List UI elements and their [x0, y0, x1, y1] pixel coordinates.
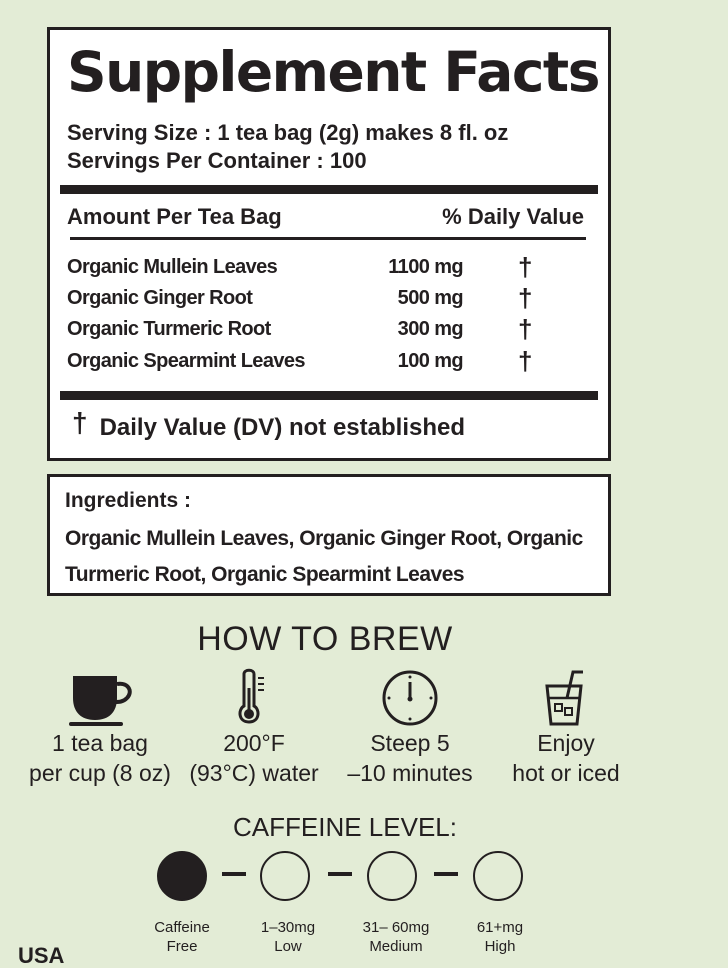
nutrient-daily-value: † — [518, 314, 532, 344]
caffeine-level-indicator-filled — [157, 851, 207, 901]
caffeine-level-label-line1: 31– 60mg — [362, 919, 430, 936]
brew-step-line: –10 minutes — [347, 760, 473, 786]
brew-step-line: hot or iced — [512, 760, 620, 786]
serving-size: Serving Size : 1 tea bag (2g) makes 8 fl. oz — [67, 120, 509, 145]
supplement-facts-panel — [47, 27, 611, 461]
caffeine-level-label-line2: Medium — [369, 938, 423, 955]
nutrient-amount: 100 mg — [397, 350, 463, 372]
daily-value-header: % Daily Value — [442, 204, 584, 229]
caffeine-level-indicator — [473, 851, 523, 901]
caffeine-level-label — [238, 918, 338, 956]
caffeine-level-indicator — [367, 851, 417, 901]
nutrient-amount: 500 mg — [397, 287, 463, 309]
how-to-brew-title: HOW TO BREW — [197, 620, 453, 658]
cut-off-text: USA — [18, 943, 65, 968]
brew-step — [20, 668, 180, 788]
brew-step-line: 200°F — [223, 730, 285, 756]
caffeine-level-label-line2: Low — [274, 938, 302, 955]
level-connector-dash — [434, 872, 458, 876]
nutrient-amount: 1100 mg — [388, 256, 463, 278]
caffeine-level-label-line1: 61+mg — [476, 919, 524, 936]
caffeine-level-label-line1: 1–30mg — [260, 919, 316, 936]
brew-step — [174, 668, 334, 788]
nutrient-daily-value: † — [518, 346, 532, 376]
nutrient-name: Organic Mullein Leaves — [67, 256, 278, 278]
thin-divider — [70, 237, 586, 240]
amount-per-tea-bag-header: Amount Per Tea Bag — [67, 204, 282, 229]
caffeine-level-label-line2: High — [484, 938, 516, 955]
ingredients-text: Organic Mullein Leaves, Organic Ginger Root, Organic Turmeric Root, Organic Spearmint Leaves — [65, 527, 583, 586]
level-connector-dash — [328, 872, 352, 876]
level-connector-dash — [222, 872, 246, 876]
nutrient-name: Organic Turmeric Root — [67, 318, 271, 340]
servings-per-container: Servings Per Container : 100 — [67, 148, 367, 173]
ingredients-panel — [47, 474, 611, 596]
brew-step — [330, 668, 490, 788]
nutrient-row — [50, 314, 608, 349]
brew-step-line: 1 tea bag — [52, 730, 148, 756]
caffeine-level-title: CAFFEINE LEVEL: — [233, 812, 457, 842]
nutrient-name: Organic Spearmint Leaves — [67, 350, 305, 372]
brew-step — [486, 668, 646, 788]
nutrient-daily-value: † — [518, 283, 532, 313]
nutrient-daily-value: † — [518, 252, 532, 282]
caffeine-level-label-line1: Caffeine — [154, 919, 210, 936]
nutrient-amount: 300 mg — [397, 318, 463, 340]
nutrient-row — [50, 346, 608, 381]
caffeine-level-indicator — [260, 851, 310, 901]
nutrient-name: Organic Ginger Root — [67, 287, 253, 309]
thermometer-icon — [174, 668, 334, 728]
clock-icon — [330, 668, 490, 728]
caffeine-level-label-line2: Free — [166, 938, 198, 955]
iced-drink-icon — [486, 668, 646, 728]
thick-divider — [60, 185, 598, 194]
coffee-cup-icon — [20, 668, 180, 728]
supplement-facts-title: Supplement Facts — [67, 40, 599, 104]
caffeine-level-label — [450, 918, 550, 956]
daily-value-footnote — [72, 407, 466, 442]
brew-step-line: Steep 5 — [370, 730, 450, 756]
dagger-symbol: † — [72, 407, 88, 438]
brew-step-line: (93°C) water — [189, 760, 319, 786]
footnote-text: Daily Value (DV) not established — [99, 414, 466, 441]
brew-step-line: per cup (8 oz) — [29, 760, 171, 786]
ingredients-label: Ingredients : — [65, 489, 192, 512]
caffeine-level-label — [132, 918, 232, 956]
thick-divider — [60, 391, 598, 400]
caffeine-level-label — [346, 918, 446, 956]
brew-step-line: Enjoy — [537, 730, 595, 756]
